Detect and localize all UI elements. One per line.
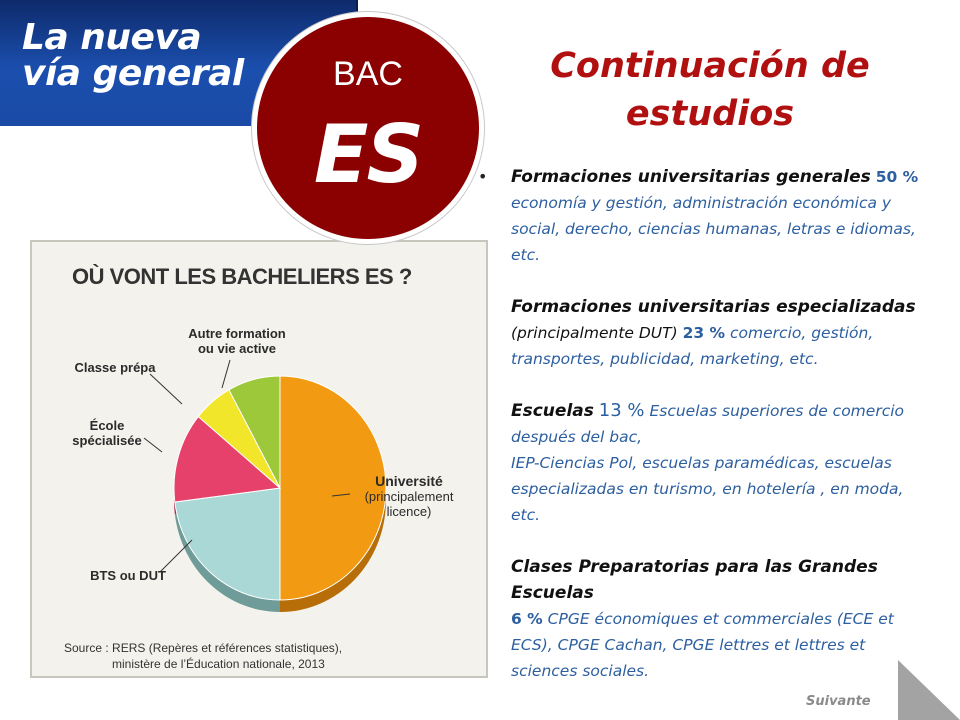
item-prepa-title: Clases Preparatorias para las Grandes Escuelas xyxy=(511,557,878,603)
bullet-icon: • xyxy=(478,167,488,186)
pie-label-ecole-line1: École xyxy=(89,418,125,433)
banner-title-line1: La nueva xyxy=(22,17,202,58)
pie-label-ecole xyxy=(62,418,152,448)
list-item-specialized xyxy=(480,294,935,372)
studies-list xyxy=(480,164,935,684)
figure-source xyxy=(64,640,342,672)
pie-chart xyxy=(32,242,490,680)
page-heading-line1: Continuación de xyxy=(550,46,870,86)
item-specialized-paren: (principalmente DUT) xyxy=(511,324,678,342)
item-general-pct: 50 % xyxy=(875,168,919,186)
page-heading xyxy=(530,42,890,138)
banner-title-line2: vía general xyxy=(22,53,244,94)
badge-bac-label: BAC xyxy=(333,55,403,93)
badge-es-label: ES xyxy=(313,108,423,201)
figure-title: OÙ VONT LES BACHELIERS ES ? xyxy=(72,264,412,289)
pie-slice-bts-dut xyxy=(175,488,280,600)
pie-label-universite xyxy=(354,474,464,519)
item-schools-text2: IEP-Ciencias Pol, escuelas paramédicas, escuelas especializadas en turismo, en hotelería , en moda, etc. xyxy=(511,454,904,524)
item-specialized-pct: 23 % xyxy=(682,324,726,342)
pie-label-universite-line3: licence) xyxy=(386,504,432,519)
item-prepa-pct: 6 % xyxy=(511,610,543,628)
pie-label-autre-line1: Autre formation xyxy=(188,326,286,341)
item-general-title: Formaciones universitarias generales xyxy=(511,167,871,187)
item-specialized-text: comercio, gestión, transportes, publicidad, marketing, etc. xyxy=(511,324,874,368)
pie-label-classe-prepa: Classe prépa xyxy=(74,360,156,375)
next-link-label[interactable]: Suivante xyxy=(806,694,871,709)
pie-leader-line-autre xyxy=(222,360,230,388)
pie-leader-line-classe-prepa xyxy=(150,374,182,404)
figure-source-line2: ministère de l’Éducation nationale, 2013 xyxy=(112,657,325,671)
bac-es-badge xyxy=(252,12,484,244)
item-schools-text1: Escuelas superiores de comercio después del bac, xyxy=(511,402,905,446)
pie-chart-figure xyxy=(30,240,488,678)
item-schools-title: Escuelas xyxy=(511,401,594,421)
next-arrow-icon[interactable] xyxy=(898,660,960,720)
item-specialized-title: Formaciones universitarias especializadas xyxy=(511,297,916,317)
pie-label-universite-line1: Université xyxy=(375,473,443,489)
list-item-prepa xyxy=(480,554,935,684)
item-prepa-text: CPGE économiques et commerciales (ECE et ECS), CPGE Cachan, CPGE lettres et lettres et sciences sociales. xyxy=(511,610,894,680)
pie-label-ecole-line2: spécialisée xyxy=(72,433,142,448)
pie-label-bts-dut: BTS ou DUT xyxy=(90,568,166,583)
banner-title xyxy=(22,17,244,94)
item-general-text: economía y gestión, administración económica y social, derecho, ciencias humanas, letras e idiomas, etc. xyxy=(511,194,916,264)
pie-label-autre xyxy=(182,326,292,356)
list-item-general xyxy=(480,164,935,268)
figure-source-line1: Source : RERS (Repères et références statistiques), xyxy=(64,641,343,655)
page-heading-line2: estudios xyxy=(625,94,795,134)
item-schools-pct: 13 % xyxy=(598,400,645,421)
pie-label-universite-line2: (principalement xyxy=(364,489,454,504)
list-item-schools xyxy=(480,398,935,528)
pie-label-autre-line2: ou vie active xyxy=(197,341,277,356)
